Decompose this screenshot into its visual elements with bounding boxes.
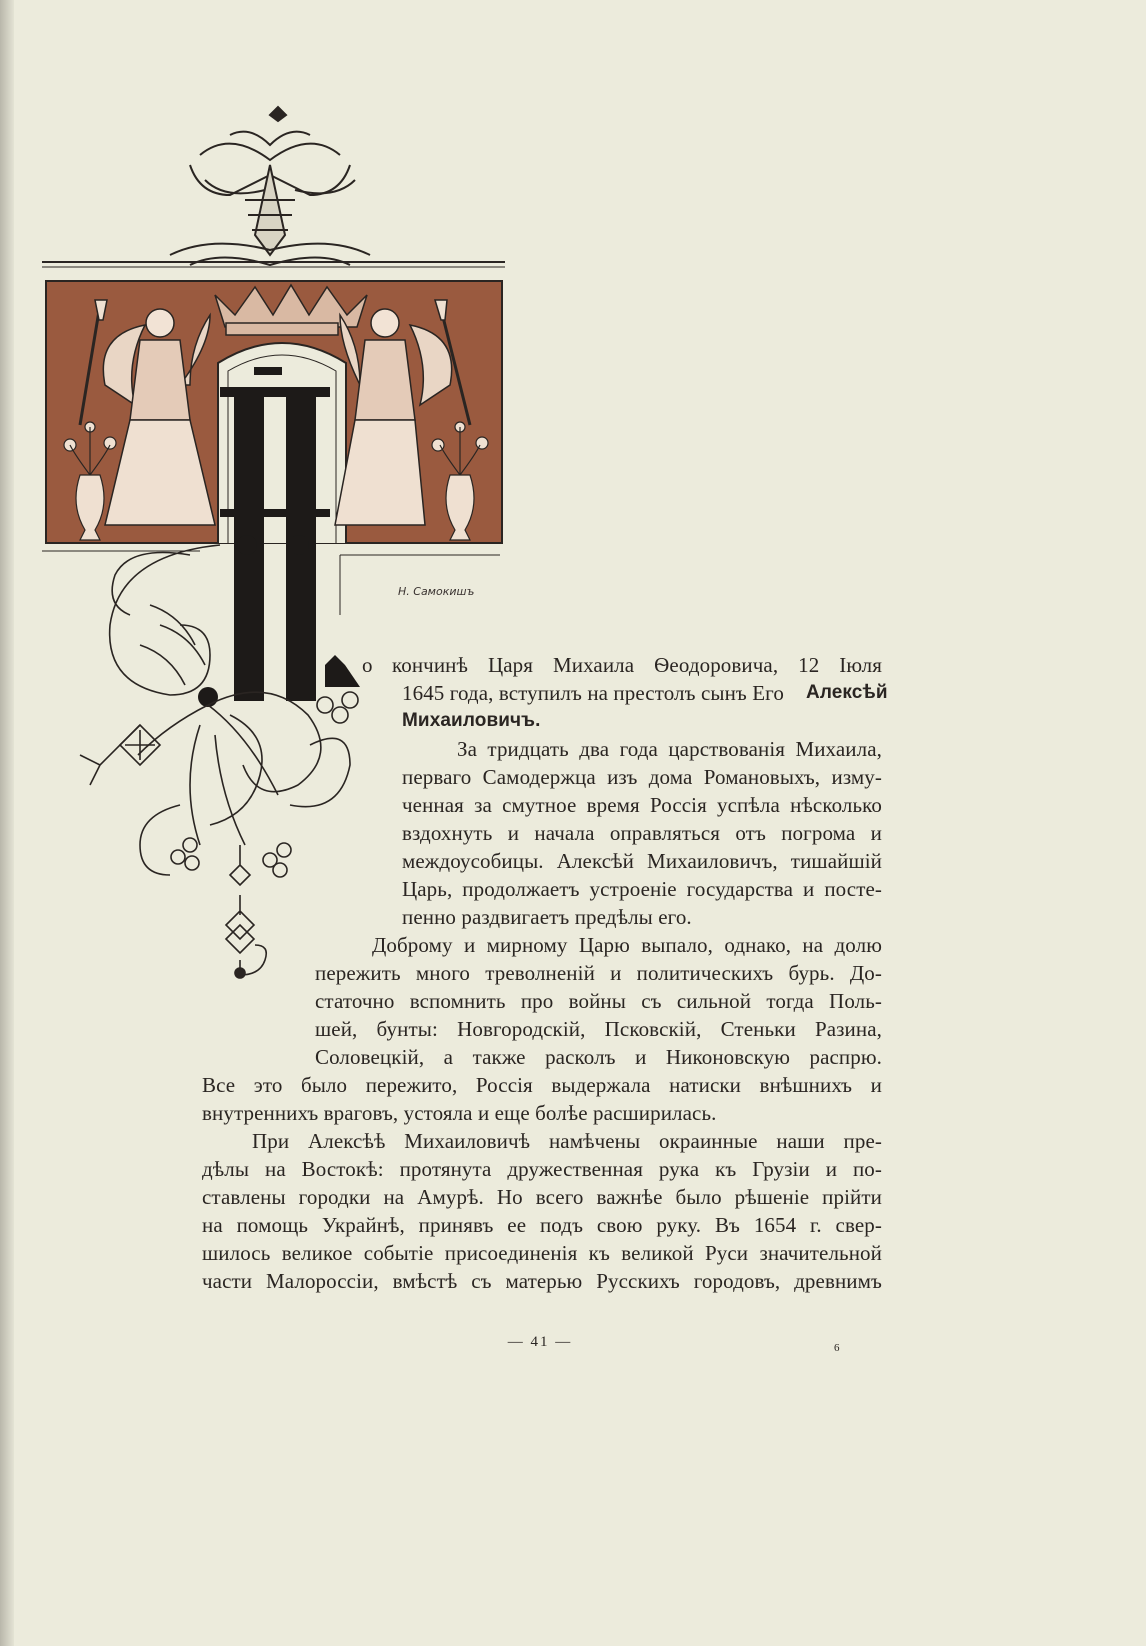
text-line: Царь, продолжаетъ устроеніе государства и посте- <box>402 877 882 901</box>
text-line: ставлены городки на Амурѣ. Но всего важнѣе было рѣшеніе прійти <box>202 1185 882 1209</box>
text-line: внутреннихъ враговъ, устояла и еще болѣе расширилась. <box>202 1101 717 1125</box>
text-line: междоусобицы. Алексѣй Михаиловичъ, тишайшій <box>402 849 882 873</box>
text-line: шей, бунты: Новгородскій, Псковскій, Стеньки Разина, <box>315 1017 882 1041</box>
text-line: пережить много треволненій и политическихъ бурь. До- <box>315 961 882 985</box>
text-line: вздохнуть и начала оправляться отъ погрома и <box>402 821 882 845</box>
text-line: шилось великое событіе присоединенія къ великой Руси значительной <box>202 1241 882 1265</box>
text-line: Все это было пережито, Россія выдержала натиски внѣшнихъ и <box>202 1073 882 1097</box>
text-line: кончинѣ Царя Михаила Ѳеодоровича, 12 Іюля <box>392 653 882 677</box>
text-line: Соловецкій, а также расколъ и Никоновскую распрю. <box>315 1045 882 1069</box>
artist-signature: Н. Самокишъ <box>398 585 475 598</box>
text-line: на помощь Украйнѣ, принявъ ее подъ свою руку. Въ 1654 г. свер- <box>202 1213 882 1237</box>
text-line: ченная за смутное время Россія успѣла нѣсколько <box>402 793 882 817</box>
text-line: дѣлы на Востокѣ: протянута дружественная рука къ Грузіи и по- <box>202 1157 882 1181</box>
text-line: Михаиловичъ. <box>402 710 541 731</box>
page-edge <box>0 0 14 1646</box>
text-line: Доброму и мирному Царю выпало, однако, на долю <box>372 933 882 957</box>
printer-signature-mark: 6 <box>834 1342 840 1354</box>
double-headed-eagle-icon <box>170 107 370 265</box>
text-line: При Алексѣѣ Михаиловичѣ намѣчены окраинные наши пре- <box>252 1129 882 1153</box>
text-line: перваго Самодержца изъ дома Романовыхъ, изму- <box>402 765 882 789</box>
text-line: статочно вспомнить про войны съ сильной тогда Поль- <box>315 989 882 1013</box>
text-line: пенно раздвигаетъ предѣлы его. <box>402 905 692 929</box>
drop-cap-continuation: о <box>362 653 373 677</box>
page-number: — 41 — <box>507 1334 573 1350</box>
text-line: части Малороссіи, вмѣстѣ съ матерью Русскихъ городовъ, древнимъ <box>202 1269 882 1293</box>
text-line: 1645 года, вступилъ на престолъ сынъ Его <box>402 681 784 705</box>
bold-name: Алексѣй <box>806 682 888 703</box>
text-line: За тридцать два года царствованія Михаила, <box>457 737 882 761</box>
flourish-ornament <box>80 545 358 978</box>
